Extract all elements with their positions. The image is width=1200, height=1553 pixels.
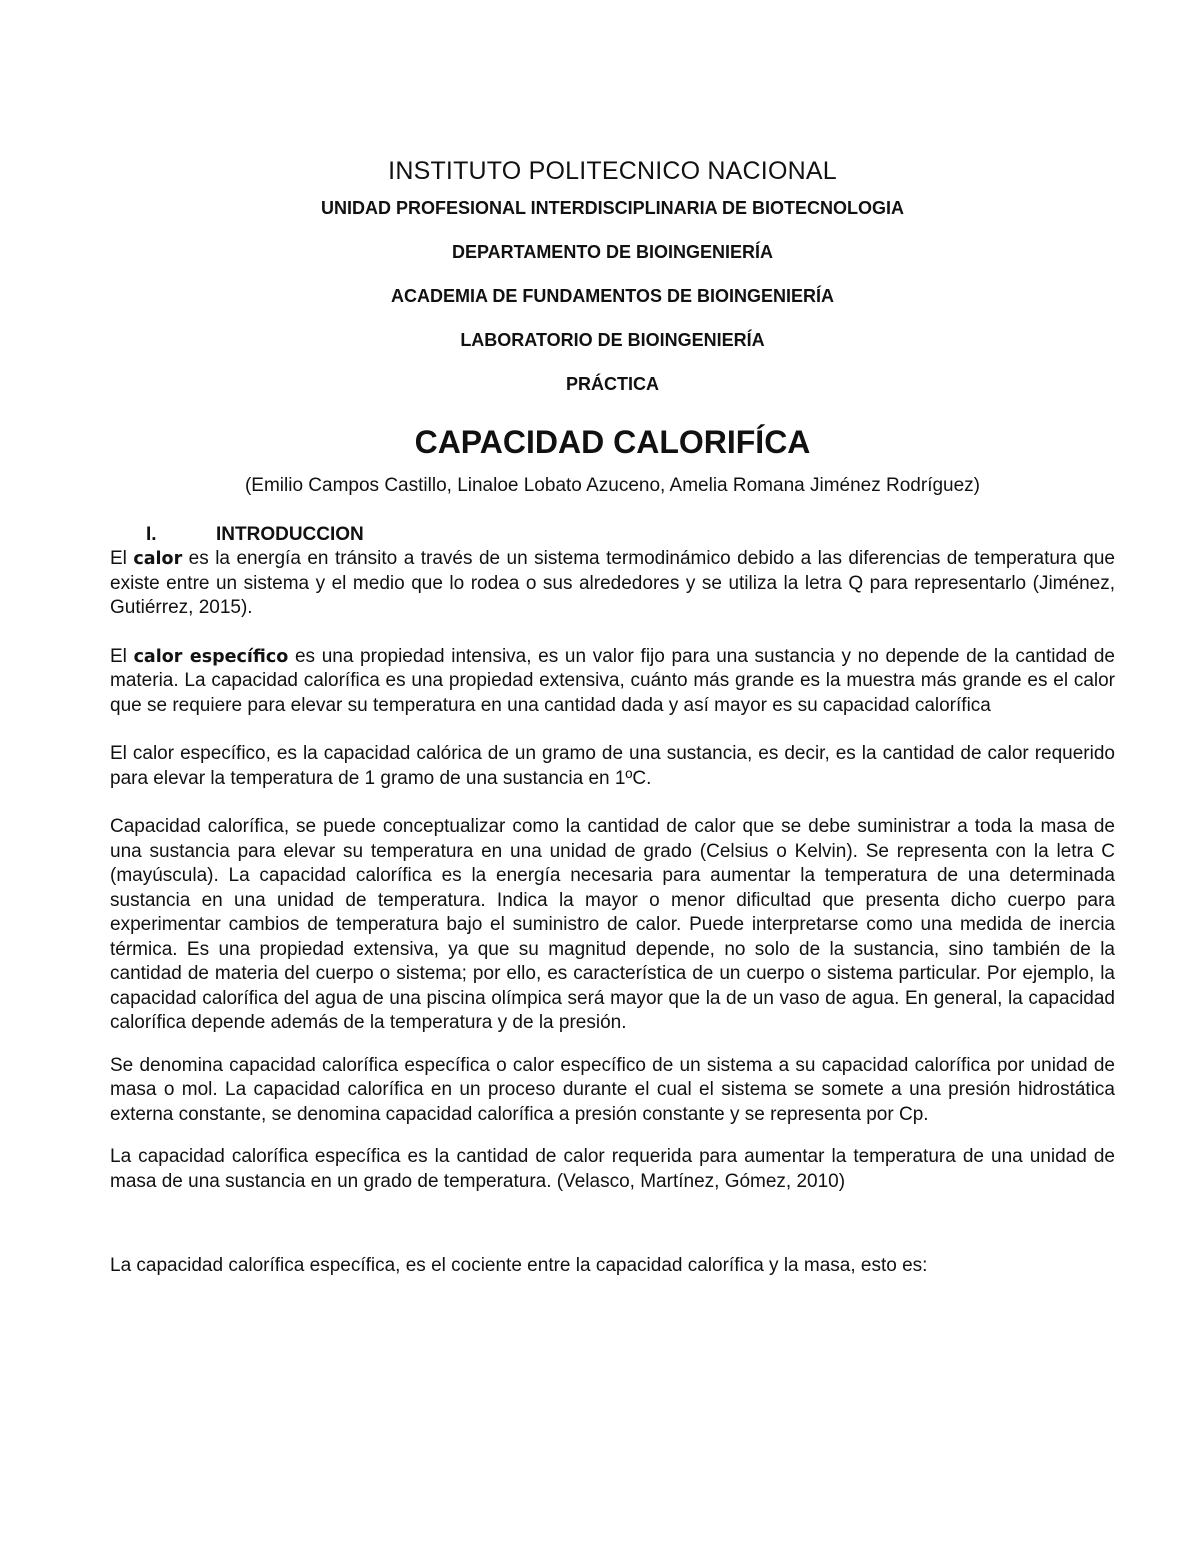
section-title: INTRODUCCION <box>216 524 364 545</box>
paragraph-text: es la energía en tránsito a través de un sistema termodinámico debido a las diferencias de temperatura que existe entre un sistema y el medio que lo rodea o sus alrededores y se utiliza la letra Q para representarlo (Jiménez, Gutiérrez, 2015). <box>110 548 1115 618</box>
paragraph-cantidad-de-calor: La capacidad calorífica específica es la cantidad de calor requerida para aumentar la temperatura de una unidad de masa de una sustancia en un grado de temperatura. (Velasco, Martínez, Gómez, 2010) <box>110 1146 1115 1192</box>
paragraph-capacidad-calorifica: Capacidad calorífica, se puede conceptualizar como la cantidad de calor que se debe suministrar a toda la masa de una sustancia para elevar su temperatura en una unidad de grado (Celsius o Kelvin). Se representa con la letra C (mayúscula). La capacidad calorífica es la energía necesaria para aumentar la temperatura de una determinada sustancia en una unidad de temperatura. Indica la mayor o menor dificultad que presenta dicho cuerpo para experimentar cambios de temperatura bajo el suministro de calor. Puede interpretarse como una medida de inercia térmica. Es una propiedad extensiva, ya que su magnitud depende, no solo de la sustancia, sino también de la cantidad de materia del cuerpo o sistema; por ello, es característica de un cuerpo o sistema particular. Por ejemplo, la capacidad calorífica del agua de una piscina olímpica será mayor que la de un vaso de agua. En general, la capacidad calorífica depende además de la temperatura y de la presión. <box>110 816 1115 1033</box>
paragraph-text: El <box>110 645 134 667</box>
paragraph-definicion-calor-especifico: El calor específico, es la capacidad calórica de un gramo de una sustancia, es decir, es la cantidad de calor requerido para elevar la temperatura de 1 gramo de una sustancia en 1ºC. <box>110 743 1115 789</box>
paragraph-calor-especifico <box>110 645 1115 719</box>
section-number: I. <box>146 524 157 545</box>
laboratory-name: LABORATORIO DE BIOINGENIERÍA <box>460 330 765 350</box>
document-title: CAPACIDAD CALORIFÍCA <box>414 424 811 460</box>
institution-name: INSTITUTO POLITECNICO NACIONAL <box>388 157 837 185</box>
academy-name: ACADEMIA DE FUNDAMENTOS DE BIOINGENIERÍA <box>390 286 835 306</box>
bold-term-calor-especifico: calor específico <box>133 646 289 667</box>
bold-term-calor: calor <box>133 549 183 569</box>
paragraph-text: El <box>110 548 134 569</box>
practice-label: PRÁCTICA <box>566 374 659 394</box>
paragraph-text: es una propiedad intensiva, es un valor fijo para una sustancia y no depende de la cantidad de materia. La capacidad calorífica es una propiedad extensiva, cuánto más grande es la muestra más grande es el calor que se requiere para elevar su temperatura en una cantidad dada y así mayor es su capacidad calorífica <box>110 645 1115 716</box>
unit-name: UNIDAD PROFESIONAL INTERDISCIPLINARIA DE BIOTECNOLOGIA <box>320 198 905 218</box>
department-name: DEPARTAMENTO DE BIOINGENIERÍA <box>451 242 774 262</box>
paragraph-capacidad-calorifica-especifica: Se denomina capacidad calorífica específica o calor específico de un sistema a su capacidad calorífica por unidad de masa o mol. La capacidad calorífica en un proceso durante el cual el sistema se somete a una presión hidrostática externa constante, se denomina capacidad calorífica a presión constante y se representa por Cp. <box>110 1054 1115 1125</box>
authors-line: (Emilio Campos Castillo, Linaloe Lobato Azuceno, Amelia Romana Jiménez Rodríguez) <box>244 475 981 496</box>
section-heading-introduction <box>110 523 1115 547</box>
document-header <box>110 0 1115 499</box>
paragraph-calor <box>110 547 1115 621</box>
paragraph-cociente: La capacidad calorífica específica, es el cociente entre la capacidad calorífica y la masa, esto es: <box>110 1255 928 1276</box>
